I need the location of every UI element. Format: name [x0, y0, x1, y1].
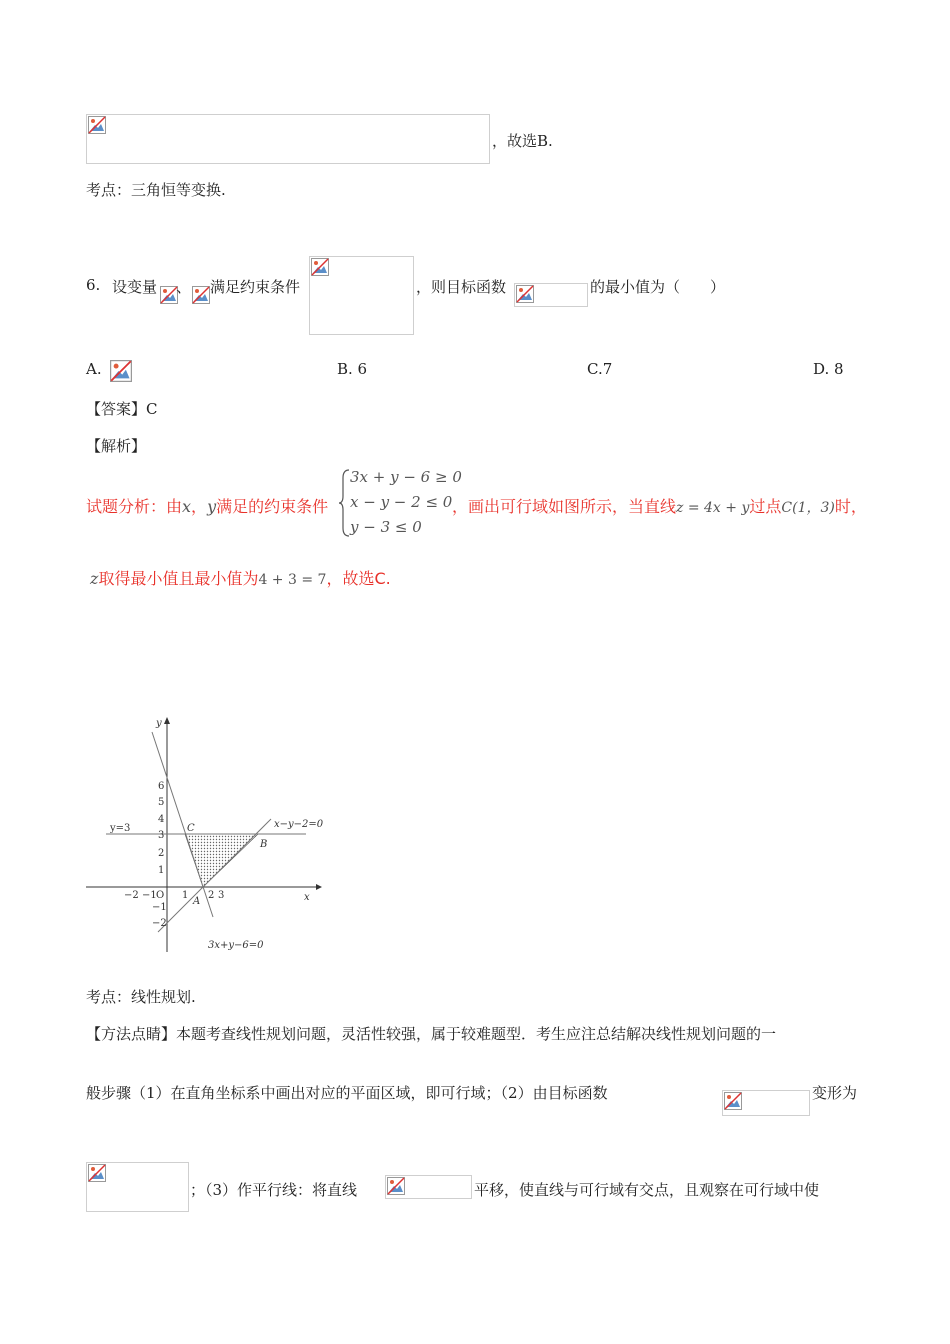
- feasible-region-graph: [86, 712, 336, 957]
- label-3x-y-6: 3x+y−6=0: [208, 940, 264, 951]
- q6-number: 6.: [86, 276, 101, 294]
- option-a-image: [110, 360, 134, 382]
- analysis-comma: ，: [191, 497, 208, 516]
- q6-text-2: 满足约束条件: [210, 278, 301, 296]
- x-tick: 1: [182, 890, 189, 901]
- objective-eq: z = 4x + y: [676, 500, 750, 516]
- analysis-p5: 时，: [834, 497, 867, 516]
- origin-label: O: [156, 890, 165, 901]
- transformed-image: [86, 1162, 189, 1212]
- constraint-1: 3x + y − 6 ≥ 0: [350, 468, 462, 486]
- point-a-label: A: [193, 896, 201, 907]
- analysis-p1: 试题分析：由: [86, 497, 183, 516]
- q6-sep: 、: [176, 278, 192, 296]
- y-tick: 5: [158, 797, 165, 808]
- broken-image-icon: [311, 258, 329, 276]
- analysis-p3: ，画出可行域如图所示，当直线: [452, 497, 677, 516]
- x-tick: −2: [124, 890, 139, 901]
- broken-image-icon: [724, 1092, 742, 1110]
- y-axis-label: y: [156, 718, 162, 729]
- analysis-head: 【解析】: [86, 437, 147, 455]
- kaodian-2: 考点：线性规划.: [86, 988, 196, 1006]
- y-tick: 6: [158, 781, 165, 792]
- option-c: C.7: [587, 360, 613, 378]
- constraint-image: [309, 256, 414, 335]
- method-line-2a: 般步骤（1）在直角坐标系中画出对应的平面区域，即可行域；（2）由目标函数: [86, 1084, 608, 1102]
- constraint-2: x − y − 2 ≤ 0: [350, 493, 453, 511]
- y-tick: −2: [152, 918, 167, 929]
- analysis-p7: ，故选C.: [326, 569, 391, 588]
- y-tick: 3: [158, 830, 165, 841]
- option-d: D. 8: [813, 360, 844, 378]
- analysis-line-2: [90, 566, 391, 589]
- broken-image-icon: [516, 285, 534, 303]
- analysis-p2: 满足的约束条件: [216, 497, 329, 516]
- y-tick: 4: [158, 814, 165, 825]
- constraint-3: y − 3 ≤ 0: [350, 518, 422, 536]
- objective-image: [514, 283, 588, 307]
- broken-image-icon: [110, 360, 132, 382]
- y-tick: 2: [158, 848, 165, 859]
- formula-image: [86, 114, 490, 164]
- q6-text-3: ，则目标函数: [416, 278, 507, 296]
- var-y: y: [207, 497, 217, 516]
- analysis-line-1b: [452, 494, 867, 517]
- x-tick: −1: [142, 890, 157, 901]
- var-x: x: [182, 497, 192, 516]
- label-y3: y=3: [110, 823, 131, 834]
- x-tick: 2: [208, 890, 215, 901]
- kaodian-1: 考点：三角恒等变换.: [86, 181, 226, 199]
- var-z: z: [90, 569, 99, 588]
- analysis-p4: 过点: [749, 497, 782, 516]
- calc: 4 + 3 = 7: [258, 572, 327, 588]
- label-x-y-2: x−y−2=0: [274, 819, 324, 830]
- answer: 【答案】C: [86, 400, 158, 418]
- broken-image-icon: [88, 116, 106, 134]
- broken-image-icon: [192, 286, 210, 304]
- point-c: C(1，3): [781, 500, 835, 516]
- analysis-p6: 取得最小值且最小值为: [98, 569, 259, 588]
- brace-icon: [338, 468, 350, 538]
- x-axis-label: x: [304, 892, 310, 903]
- x-tick: 3: [218, 890, 225, 901]
- method-line-3a: ；（3）作平行线：将直线: [190, 1181, 358, 1199]
- var-y-image: [192, 286, 210, 304]
- option-a: A.: [86, 360, 102, 378]
- method-line-2b: 变形为: [812, 1084, 858, 1102]
- feasible-region: [185, 834, 258, 887]
- point-b-label: B: [260, 839, 268, 850]
- y-tick: −1: [152, 902, 167, 913]
- line-image: [385, 1175, 472, 1199]
- q6-text-4: 的最小值为（ ）: [590, 278, 726, 296]
- y-tick: 1: [158, 865, 165, 876]
- method-line-1: 【方法点睛】本题考查线性规划问题，灵活性较强，属于较难题型．考生应注总结解决线性规划问题的一: [86, 1025, 777, 1043]
- broken-image-icon: [88, 1164, 106, 1182]
- q6-text-1: 设变量: [112, 278, 158, 296]
- objective-image-2: [722, 1090, 810, 1116]
- broken-image-icon: [387, 1177, 405, 1195]
- option-b: B. 6: [337, 360, 368, 378]
- method-line-3b: 平移，使直线与可行域有交点，且观察在可行域中使: [474, 1181, 820, 1199]
- line1-suffix: ，故选B.: [492, 132, 553, 150]
- analysis-line-1: [86, 494, 328, 517]
- point-c-label: C: [187, 823, 195, 834]
